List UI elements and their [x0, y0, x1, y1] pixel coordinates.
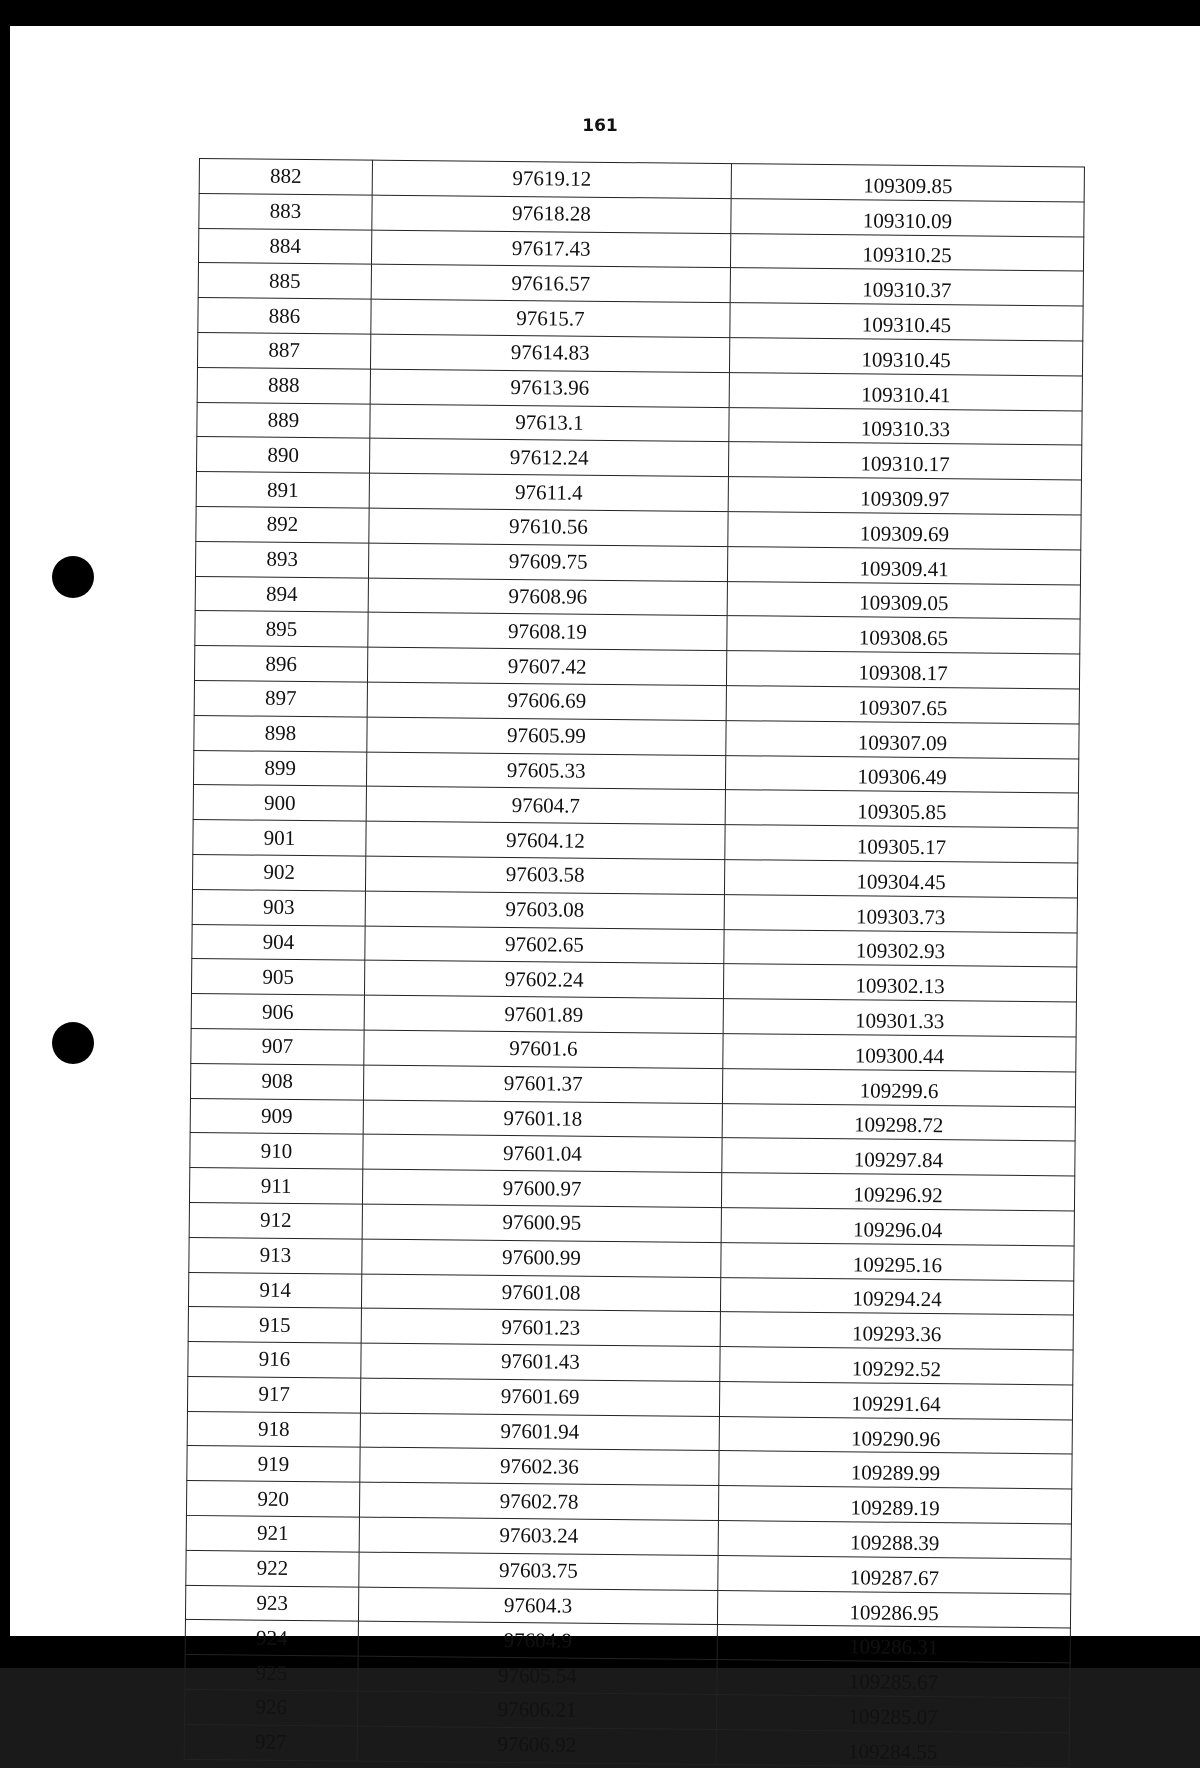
point-id-cell: 882 [199, 159, 372, 195]
x-coordinate-cell: 97601.6 [364, 1030, 723, 1068]
point-id-cell: 910 [190, 1133, 363, 1169]
y-coordinate-cell: 109309.41 [727, 546, 1080, 584]
y-coordinate-cell: 109288.39 [718, 1521, 1071, 1559]
x-coordinate-cell: 97604.9 [358, 1622, 717, 1660]
y-coordinate-cell: 109310.45 [729, 338, 1082, 376]
x-coordinate-cell: 97601.18 [363, 1100, 722, 1138]
y-coordinate-cell: 109310.33 [729, 407, 1082, 445]
point-id-cell: 918 [187, 1411, 360, 1447]
point-id-cell: 887 [197, 332, 370, 368]
x-coordinate-cell: 97613.1 [370, 404, 729, 442]
y-coordinate-cell: 109310.41 [729, 372, 1082, 410]
point-id-cell: 902 [192, 854, 365, 890]
point-id-cell: 901 [193, 820, 366, 856]
x-coordinate-cell: 97615.7 [371, 299, 730, 337]
x-coordinate-cell: 97600.99 [362, 1239, 721, 1277]
x-coordinate-cell: 97606.92 [357, 1726, 716, 1764]
y-coordinate-cell: 109307.65 [726, 686, 1079, 724]
y-coordinate-cell: 109308.65 [727, 616, 1080, 654]
point-id-cell: 892 [196, 506, 369, 542]
y-coordinate-cell: 109309.69 [728, 512, 1081, 550]
point-id-cell: 912 [189, 1202, 362, 1238]
coordinate-table-container [184, 158, 1081, 1768]
point-id-cell: 896 [194, 646, 367, 682]
point-id-cell: 903 [192, 889, 365, 925]
point-id-cell: 926 [184, 1689, 357, 1725]
coordinate-table-body [184, 159, 1084, 1768]
page-number: 161 [582, 116, 618, 136]
point-id-cell: 914 [188, 1272, 361, 1308]
point-id-cell: 890 [196, 437, 369, 473]
point-id-cell: 917 [187, 1376, 360, 1412]
x-coordinate-cell: 97601.23 [361, 1308, 720, 1346]
x-coordinate-cell: 97606.21 [357, 1691, 716, 1729]
x-coordinate-cell: 97605.99 [367, 717, 726, 755]
y-coordinate-cell: 109299.6 [722, 1068, 1075, 1106]
x-coordinate-cell: 97605.33 [366, 752, 725, 790]
point-id-cell: 927 [184, 1724, 357, 1760]
y-coordinate-cell: 109301.33 [723, 999, 1076, 1037]
y-coordinate-cell: 109286.31 [717, 1625, 1070, 1663]
x-coordinate-cell: 97600.95 [362, 1204, 721, 1242]
point-id-cell: 883 [199, 193, 372, 229]
y-coordinate-cell: 109294.24 [720, 1277, 1073, 1315]
x-coordinate-cell: 97601.04 [363, 1134, 722, 1172]
x-coordinate-cell: 97607.42 [367, 647, 726, 685]
point-id-cell: 905 [191, 959, 364, 995]
x-coordinate-cell: 97605.54 [358, 1656, 717, 1694]
point-id-cell: 921 [186, 1516, 359, 1552]
point-id-cell: 919 [187, 1446, 360, 1482]
x-coordinate-cell: 97603.24 [359, 1517, 718, 1555]
y-coordinate-cell: 109303.73 [724, 894, 1077, 932]
point-id-cell: 911 [189, 1168, 362, 1204]
x-coordinate-cell: 97602.65 [365, 926, 724, 964]
y-coordinate-cell: 109293.36 [720, 1312, 1073, 1350]
point-id-cell: 897 [194, 680, 367, 716]
x-coordinate-cell: 97609.75 [368, 543, 727, 581]
y-coordinate-cell: 109300.44 [723, 1033, 1076, 1071]
point-id-cell: 899 [193, 750, 366, 786]
x-coordinate-cell: 97606.69 [367, 682, 726, 720]
point-id-cell: 894 [195, 576, 368, 612]
x-coordinate-cell: 97601.37 [363, 1065, 722, 1103]
y-coordinate-cell: 109310.25 [730, 233, 1083, 271]
point-id-cell: 884 [198, 228, 371, 264]
y-coordinate-cell: 109289.99 [719, 1451, 1072, 1489]
y-coordinate-cell: 109309.85 [731, 164, 1084, 202]
x-coordinate-cell: 97604.7 [366, 786, 725, 824]
y-coordinate-cell: 109296.04 [721, 1207, 1074, 1245]
point-id-cell: 891 [196, 472, 369, 508]
y-coordinate-cell: 109309.05 [727, 581, 1080, 619]
point-id-cell: 893 [195, 541, 368, 577]
y-coordinate-cell: 109310.09 [731, 198, 1084, 236]
x-coordinate-cell: 97601.08 [361, 1274, 720, 1312]
y-coordinate-cell: 109295.16 [721, 1242, 1074, 1280]
x-coordinate-cell: 97610.56 [369, 508, 728, 546]
x-coordinate-cell: 97612.24 [369, 439, 728, 477]
y-coordinate-cell: 109289.19 [718, 1486, 1071, 1524]
x-coordinate-cell: 97613.96 [370, 369, 729, 407]
point-id-cell: 900 [193, 785, 366, 821]
point-id-cell: 895 [195, 611, 368, 647]
y-coordinate-cell: 109308.17 [726, 651, 1079, 689]
y-coordinate-cell: 109298.72 [722, 1103, 1075, 1141]
x-coordinate-cell: 97603.08 [365, 891, 724, 929]
point-id-cell: 920 [186, 1481, 359, 1517]
point-id-cell: 909 [190, 1098, 363, 1134]
y-coordinate-cell: 109302.13 [723, 964, 1076, 1002]
y-coordinate-cell: 109310.17 [728, 442, 1081, 480]
x-coordinate-cell: 97603.75 [359, 1552, 718, 1590]
table-row [184, 1724, 1069, 1767]
point-id-cell: 925 [185, 1655, 358, 1691]
y-coordinate-cell: 109290.96 [719, 1416, 1072, 1454]
point-id-cell: 886 [198, 298, 371, 334]
point-id-cell: 885 [198, 263, 371, 299]
x-coordinate-cell: 97601.43 [361, 1343, 720, 1381]
point-id-cell: 924 [185, 1620, 358, 1656]
x-coordinate-cell: 97602.36 [360, 1448, 719, 1486]
x-coordinate-cell: 97601.89 [364, 995, 723, 1033]
point-id-cell: 907 [191, 1028, 364, 1064]
y-coordinate-cell: 109304.45 [724, 860, 1077, 898]
x-coordinate-cell: 97601.94 [360, 1413, 719, 1451]
x-coordinate-cell: 97608.19 [368, 613, 727, 651]
y-coordinate-cell: 109285.67 [717, 1660, 1070, 1698]
coordinate-table [184, 158, 1085, 1768]
x-coordinate-cell: 97617.43 [371, 230, 730, 268]
y-coordinate-cell: 109309.97 [728, 477, 1081, 515]
y-coordinate-cell: 109292.52 [720, 1347, 1073, 1385]
y-coordinate-cell: 109310.37 [730, 268, 1083, 306]
y-coordinate-cell: 109305.17 [725, 825, 1078, 863]
y-coordinate-cell: 109296.92 [721, 1173, 1074, 1211]
y-coordinate-cell: 109302.93 [724, 929, 1077, 967]
punch-hole-bottom [52, 1022, 94, 1064]
x-coordinate-cell: 97603.58 [365, 856, 724, 894]
x-coordinate-cell: 97619.12 [372, 160, 731, 198]
y-coordinate-cell: 109287.67 [718, 1555, 1071, 1593]
y-coordinate-cell: 109310.45 [730, 303, 1083, 341]
x-coordinate-cell: 97618.28 [372, 195, 731, 233]
point-id-cell: 889 [197, 402, 370, 438]
punch-hole-top [52, 556, 94, 598]
y-coordinate-cell: 109297.84 [722, 1138, 1075, 1176]
point-id-cell: 915 [188, 1307, 361, 1343]
y-coordinate-cell: 109291.64 [719, 1381, 1072, 1419]
point-id-cell: 923 [185, 1585, 358, 1621]
x-coordinate-cell: 97614.83 [370, 334, 729, 372]
y-coordinate-cell: 109307.09 [726, 720, 1079, 758]
point-id-cell: 888 [197, 367, 370, 403]
x-coordinate-cell: 97604.3 [358, 1587, 717, 1625]
y-coordinate-cell: 109286.95 [717, 1590, 1070, 1628]
x-coordinate-cell: 97611.4 [369, 473, 728, 511]
point-id-cell: 922 [186, 1550, 359, 1586]
x-coordinate-cell: 97602.24 [364, 960, 723, 998]
y-coordinate-cell: 109306.49 [725, 755, 1078, 793]
x-coordinate-cell: 97608.96 [368, 578, 727, 616]
x-coordinate-cell: 97602.78 [359, 1482, 718, 1520]
x-coordinate-cell: 97616.57 [371, 265, 730, 303]
point-id-cell: 916 [188, 1342, 361, 1378]
y-coordinate-cell: 109305.85 [725, 790, 1078, 828]
x-coordinate-cell: 97600.97 [362, 1169, 721, 1207]
point-id-cell: 904 [192, 924, 365, 960]
point-id-cell: 898 [194, 715, 367, 751]
y-coordinate-cell: 109285.07 [716, 1695, 1069, 1733]
point-id-cell: 913 [189, 1237, 362, 1273]
x-coordinate-cell: 97604.12 [366, 821, 725, 859]
point-id-cell: 908 [190, 1063, 363, 1099]
x-coordinate-cell: 97601.69 [360, 1378, 719, 1416]
y-coordinate-cell: 109284.55 [716, 1729, 1069, 1767]
point-id-cell: 906 [191, 994, 364, 1030]
